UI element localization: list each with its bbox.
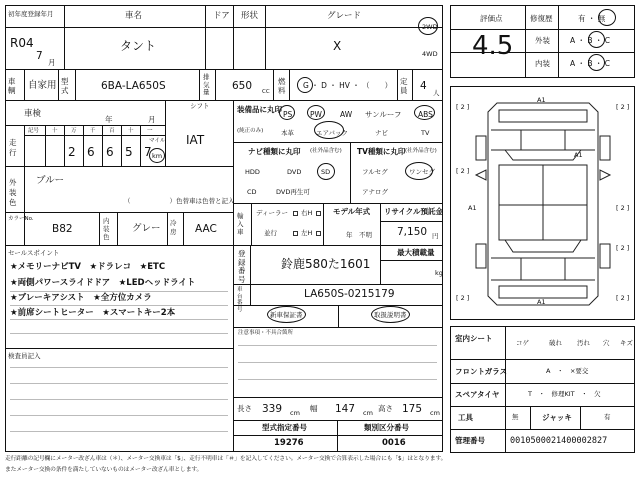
side-mark: [ 2 ] bbox=[456, 103, 470, 111]
mileage-header-4: 百 bbox=[109, 128, 115, 134]
mileage-digit: 6 bbox=[87, 145, 95, 159]
type-designation-value: 19276 bbox=[274, 438, 304, 448]
grade-label: グレード bbox=[327, 11, 362, 21]
width-label: 幅 bbox=[310, 404, 318, 413]
left-hand-label: 左H bbox=[301, 229, 313, 237]
plate-label: 登録番号 bbox=[238, 249, 246, 284]
mileage-header-5: 十 bbox=[128, 128, 134, 134]
interior-grade-label: 内装 bbox=[535, 59, 550, 68]
equip-sunroof: サンルーフ bbox=[365, 110, 402, 119]
equip-airbag-circle bbox=[314, 121, 344, 139]
jack-value: 有 bbox=[604, 413, 611, 421]
displacement-value: 650 bbox=[232, 80, 253, 92]
height-value: 175 bbox=[402, 403, 423, 415]
drive-2wd: 2WD bbox=[422, 23, 438, 31]
fuel-value: G ・ D ・ HV ・ （ ） bbox=[303, 81, 393, 90]
recycle-label: リサイクル預託金 bbox=[384, 207, 443, 216]
mileage-side-label: 走行 bbox=[9, 138, 17, 157]
mileage-header-0: 記号 bbox=[28, 128, 40, 134]
model-name-label: 車名 bbox=[125, 11, 143, 21]
jack-label: ジャッキ bbox=[542, 413, 572, 422]
navi-sd-circle bbox=[317, 163, 335, 180]
navi-cd: CD bbox=[247, 188, 257, 196]
ac-label: 冷房 bbox=[170, 219, 177, 236]
seat-item: キズ bbox=[620, 339, 633, 347]
exterior-grades: A ・ B ・ C bbox=[570, 36, 611, 45]
drive-4wd: 4WD bbox=[422, 50, 438, 58]
equip-airbag: エアバック bbox=[316, 129, 348, 137]
inspection-month-label: 月 bbox=[148, 115, 156, 124]
equip-pw: PW bbox=[310, 110, 322, 119]
color-no-label: カラーNo. bbox=[8, 216, 34, 222]
chassis-label: 車台番号 bbox=[237, 287, 243, 313]
equip-pw-circle bbox=[307, 105, 325, 120]
mileage-unit-mile: マイル bbox=[149, 138, 166, 144]
type-designation-label: 型式指定番号 bbox=[262, 423, 307, 432]
notes-title: 注意事項・不具合箇所 bbox=[238, 330, 294, 336]
dealer-checkbox[interactable] bbox=[293, 211, 298, 216]
navi-sd: SD bbox=[321, 168, 331, 176]
mgmt-label: 管理番号 bbox=[455, 436, 485, 445]
spare-label: スペアタイヤ bbox=[455, 390, 500, 399]
side-mark: [ 2 ] bbox=[456, 294, 470, 302]
manual: 取扱説明書 bbox=[374, 311, 407, 319]
side-mark: [ 2 ] bbox=[456, 167, 470, 175]
shift-value: IAT bbox=[186, 133, 205, 147]
use-label: 車輌 bbox=[8, 77, 16, 95]
equip-abs-circle bbox=[414, 105, 435, 120]
parallel-checkbox[interactable] bbox=[293, 231, 298, 236]
mileage-unit-km: km bbox=[152, 152, 163, 160]
mileage-header-3: 千 bbox=[90, 128, 96, 134]
length-value: 339 bbox=[262, 403, 283, 415]
mileage-km-circle bbox=[149, 148, 165, 163]
side-mark: [ 2 ] bbox=[616, 204, 630, 212]
recycle-value: 7,150 bbox=[397, 226, 428, 238]
length-unit: cm bbox=[290, 409, 300, 417]
first-reg-month-unit: 月 bbox=[48, 58, 56, 67]
seat-item: コゲ bbox=[516, 339, 529, 347]
mgmt-value: 0010500021400002827 bbox=[510, 436, 608, 446]
length-label: 長さ bbox=[237, 404, 252, 413]
right-hand-checkbox[interactable] bbox=[316, 211, 321, 216]
interior-grades: A ・ B ・ C bbox=[570, 59, 611, 68]
interior-b-circle bbox=[588, 54, 605, 71]
equip-tv: TV bbox=[421, 129, 430, 137]
grade-value: X bbox=[333, 39, 342, 53]
equip-aw: AW bbox=[340, 110, 353, 119]
exterior-value: ブルー bbox=[36, 175, 65, 186]
height-unit: cm bbox=[430, 409, 440, 417]
mileage-digit: 2 bbox=[68, 145, 76, 159]
model-year-value: 年 不明 bbox=[346, 231, 372, 239]
equip-abs: ABS bbox=[418, 110, 433, 119]
footer-line-2: またメーター交換の条件を満たしていないものはメーター改ざん車とします。 bbox=[5, 467, 203, 473]
navi-subtitle: (社外品含む) bbox=[310, 148, 342, 154]
door-label: ドア bbox=[213, 11, 230, 21]
shape-label: 形状 bbox=[241, 11, 259, 21]
fuel-label: 燃料 bbox=[278, 77, 286, 95]
tv-subtitle: (社外品含む) bbox=[405, 148, 437, 154]
sales-point-line: ★ブレーキアシスト ★全方位カメラ bbox=[10, 293, 152, 303]
tv-fullseg: フルセグ bbox=[362, 168, 388, 176]
equipment-subtitle: (純正のみ) bbox=[237, 128, 264, 134]
recycle-unit: 円 bbox=[432, 232, 439, 240]
model-name: タント bbox=[120, 39, 157, 53]
width-value: 147 bbox=[335, 403, 356, 415]
max-load-label: 最大積載量 bbox=[397, 248, 435, 257]
capacity-value: 4 bbox=[420, 80, 427, 92]
mileage-header-2: 万 bbox=[71, 128, 77, 134]
right-hand-label: 右H bbox=[301, 209, 313, 217]
equip-ps-circle bbox=[279, 105, 295, 120]
navi-dvd-play: DVD再生可 bbox=[276, 188, 310, 196]
interior-color-value: グレー bbox=[132, 223, 161, 234]
import-label: 輸入車 bbox=[237, 212, 244, 236]
left-hand-checkbox[interactable] bbox=[316, 231, 321, 236]
footer-line-1: 走行距離の記号欄にメーター改ざん車は（＊）、メーター交換車は「$」、走行不明車は「＃」を記入してください。メーター交換で合算表示した場合にも「$」はとなります。 bbox=[5, 456, 447, 462]
inspector-notes-title: 検査員記入 bbox=[8, 352, 41, 360]
max-load-unit: kg bbox=[435, 269, 443, 277]
color-no-value: B82 bbox=[52, 223, 73, 235]
repair-none-circle bbox=[598, 9, 616, 26]
equipment-title: 装備品に丸印 bbox=[237, 105, 282, 114]
damage-mark-a1: A1 bbox=[468, 204, 477, 212]
height-label: 高さ bbox=[378, 404, 393, 413]
mileage-digit: 6 bbox=[106, 145, 114, 159]
glass-value: A ・ ×要交 bbox=[546, 367, 589, 375]
type-value: 6BA-LA650S bbox=[101, 80, 166, 92]
navi-hdd: HDD bbox=[245, 168, 260, 176]
exterior-label: 外装色 bbox=[9, 178, 17, 207]
exterior-b-circle bbox=[588, 31, 605, 48]
tv-title: TV種類に丸印 bbox=[357, 147, 406, 156]
seat-item: 破れ bbox=[549, 339, 562, 347]
repair-options: 有 ・ 無 bbox=[578, 14, 606, 23]
displacement-label: 排気量 bbox=[203, 73, 210, 96]
category-value: 0016 bbox=[382, 438, 406, 448]
mileage-digit: 5 bbox=[125, 145, 133, 159]
color-note: （ ）色替車は色替と記入 bbox=[124, 197, 235, 205]
capacity-unit: 人 bbox=[433, 89, 440, 97]
chassis-value: LA650S-0215179 bbox=[304, 288, 395, 300]
shift-label: シフト bbox=[190, 102, 210, 110]
equip-leather: 本革 bbox=[281, 129, 294, 137]
seat-item: 汚れ bbox=[577, 339, 590, 347]
tv-analog: アナログ bbox=[362, 188, 388, 196]
seat-item: 穴 bbox=[603, 339, 610, 347]
tools-label: 工具 bbox=[458, 413, 473, 422]
sales-point-line: ★前席シートヒーター ★スマートキー2本 bbox=[10, 308, 176, 318]
width-unit: cm bbox=[363, 409, 373, 417]
new-warranty: 新車保証書 bbox=[270, 311, 303, 319]
first-reg-label: 初年度登録年月 bbox=[8, 10, 54, 18]
type-label: 型式 bbox=[61, 77, 69, 95]
sales-point-line: ★両側パワースライドドア ★LEDヘッドライト bbox=[10, 278, 196, 288]
glass-label: フロントガラス bbox=[455, 367, 508, 376]
inspection-year-label: 年 bbox=[105, 115, 113, 124]
navi-title: ナビ種類に丸印 bbox=[248, 147, 301, 156]
drive-2wd-circle bbox=[418, 17, 438, 35]
sales-points-title: セールスポイント bbox=[8, 249, 60, 257]
first-reg-era: R04 bbox=[10, 36, 34, 50]
seat-label: 室内シート bbox=[455, 334, 493, 343]
equip-navi: ナビ bbox=[375, 129, 388, 137]
exterior-grade-label: 外装 bbox=[535, 36, 550, 45]
dealer-label: ディーラー bbox=[256, 209, 288, 217]
score-label: 評価点 bbox=[480, 14, 503, 23]
side-mark: [ 2 ] bbox=[616, 103, 630, 111]
fuel-g-circle bbox=[297, 77, 313, 93]
equip-ps: PS bbox=[283, 110, 293, 119]
first-reg-month: 7 bbox=[36, 50, 43, 62]
mileage-header-1: 十 bbox=[52, 128, 58, 134]
mileage-header-6: 一 bbox=[147, 128, 153, 134]
car-diagram bbox=[476, 103, 610, 305]
inspection-label: 車検 bbox=[24, 109, 42, 119]
plate-value: 鈴鹿580た1601 bbox=[281, 257, 371, 271]
parallel-label: 並行 bbox=[264, 229, 277, 237]
capacity-label: 定員 bbox=[400, 77, 408, 95]
spare-value: T ・ 修理KIT ・ 欠 bbox=[528, 390, 601, 398]
tools-value: 無 bbox=[512, 413, 519, 421]
displacement-unit: CC bbox=[262, 89, 270, 95]
side-mark: [ 2 ] bbox=[616, 294, 630, 302]
tv-oneseg: ワンセグ bbox=[409, 168, 435, 176]
damage-mark-a1: A1 bbox=[574, 151, 583, 159]
mileage-digit: 7 bbox=[144, 145, 152, 159]
category-label: 類別区分番号 bbox=[364, 423, 409, 432]
navi-dvd: DVD bbox=[287, 168, 302, 176]
damage-mark-a1: A1 bbox=[537, 96, 546, 104]
ac-value: AAC bbox=[195, 223, 217, 235]
damage-mark-a1: A1 bbox=[537, 298, 546, 306]
score-value: 4.5 bbox=[472, 31, 514, 61]
use-value: 自家用 bbox=[28, 80, 57, 91]
model-year-label: モデル年式 bbox=[333, 207, 371, 216]
side-mark: [ 2 ] bbox=[616, 244, 630, 252]
tv-oneseg-circle bbox=[405, 162, 433, 180]
sales-point-line: ★メモリーナビTV ★ドラレコ ★ETC bbox=[10, 262, 166, 272]
repair-label: 修復歴 bbox=[530, 14, 553, 23]
manual-circle bbox=[371, 306, 410, 323]
interior-color-label: 内装色 bbox=[103, 217, 110, 241]
new-warranty-circle bbox=[267, 306, 306, 323]
